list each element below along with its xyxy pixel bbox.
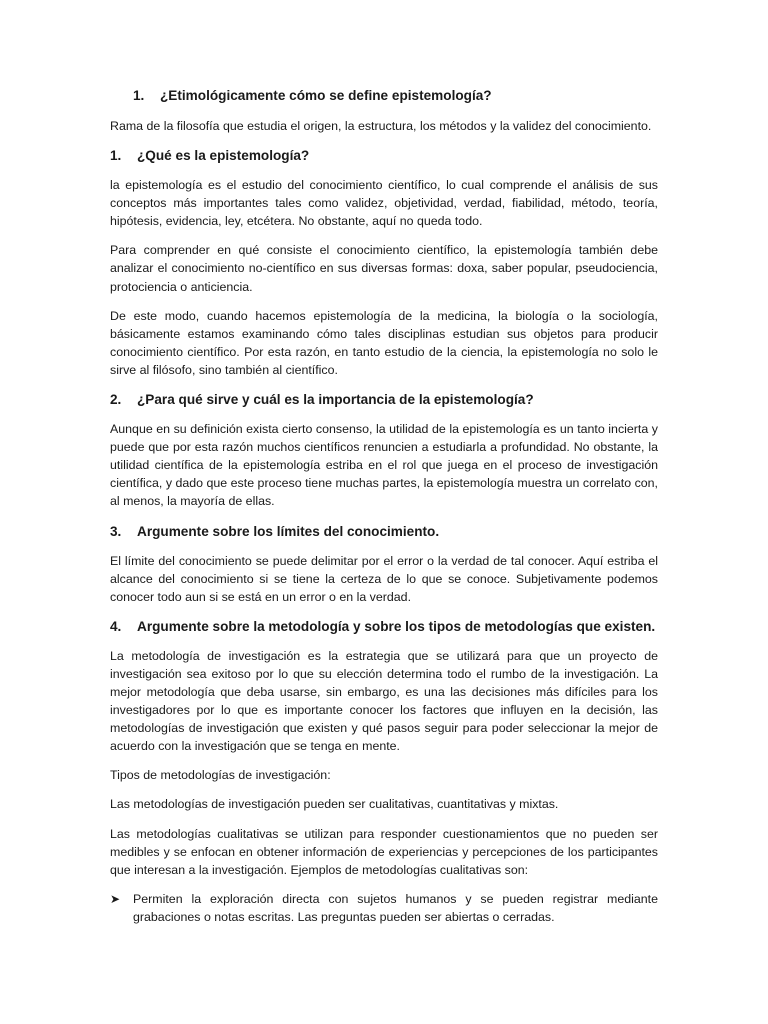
paragraph: Para comprender en qué consiste el conocimiento científico, la epistemología también debe analizar el conocimiento no-científico en sus diversas formas: doxa, saber popular, pseudociencia, protociencia o anticiencia. bbox=[110, 243, 658, 294]
section-number: 3. bbox=[110, 523, 122, 539]
section-number: 1. bbox=[110, 148, 122, 164]
section-heading bbox=[110, 617, 658, 636]
paragraph: la epistemología es el estudio del conocimiento científico, lo cual comprende el análisis de sus conceptos más importantes tales como validez, objetividad, verdad, fiabilidad, método, teoría, hipótesis, evidencia, ley, etcétera. No obstante, aquí no queda todo. bbox=[110, 178, 658, 229]
section-number: 1. bbox=[133, 88, 145, 103]
section-title: Argumente sobre la metodología y sobre los tipos de metodologías que existen. bbox=[137, 618, 656, 634]
section-number: 4. bbox=[110, 618, 122, 634]
section-heading bbox=[110, 146, 658, 165]
section-title: Argumente sobre los límites del conocimiento. bbox=[137, 523, 440, 539]
section-number: 2. bbox=[110, 392, 122, 408]
document-page bbox=[110, 86, 658, 926]
paragraph: Rama de la filosofía que estudia el origen, la estructura, los métodos y la validez del conocimiento. bbox=[110, 119, 652, 133]
paragraph: De este modo, cuando hacemos epistemología de la medicina, la biología o la sociología, básicamente estamos examinando cómo tales disciplinas estudian sus objetos para producir conocimiento científico. Por esta razón, en tanto estudio de la ciencia, la epistemología no solo le sirve al filósofo, sino también al científico. bbox=[110, 308, 658, 377]
bullet-item bbox=[110, 890, 658, 926]
bullet-text: Permiten la exploración directa con sujetos humanos y se pueden registrar mediante grabaciones o notas escritas. Las preguntas pueden ser abiertas o cerradas. bbox=[133, 891, 658, 924]
section-title: ¿Para qué sirve y cuál es la importancia de la epistemología? bbox=[137, 392, 534, 408]
section-heading bbox=[110, 522, 658, 541]
paragraph: Las metodologías de investigación pueden ser cualitativas, cuantitativas y mixtas. bbox=[110, 797, 559, 812]
section-title: ¿Qué es la epistemología? bbox=[137, 148, 310, 164]
section-title: ¿Etimológicamente cómo se define epistemología? bbox=[160, 88, 492, 103]
arrow-bullet-icon: ➤ bbox=[110, 891, 121, 906]
paragraph: Las metodologías cualitativas se utilizan para responder cuestionamientos que no pueden ser medibles y se enfocan en obtener información de experiencias y percepciones de los participantes que interesan a la investigación. Ejemplos de metodologías cualitativas son: bbox=[110, 826, 658, 877]
paragraph: Tipos de metodologías de investigación: bbox=[110, 768, 331, 783]
section-heading bbox=[133, 86, 658, 105]
paragraph: La metodología de investigación es la estrategia que se utilizará para que un proyecto de investigación sea exitoso por lo que su elección determina todo el rumbo de la investigación. La mejor metodología que deba usarse, sin embargo, es una las decisiones más difíciles para los investigadores por lo que es importante conocer los factores que influyen en la decisión, las metodologías de investigación que existen y qué pasos seguir para poder seleccionar la mejor de acuerdo con la investigación que se tenga en mente. bbox=[110, 648, 658, 754]
section-heading bbox=[110, 390, 658, 409]
paragraph: Aunque en su definición exista cierto consenso, la utilidad de la epistemología es un tanto incierta y puede que por esta razón muchos científicos renuncien a estudiarla a profundidad. No obstante, la utilidad científica de la epistemología estriba en el rol que juega en el proceso de investigación científica, y dado que este proceso tiene muchas partes, la epistemología muestra un correlato con, al menos, la mayoría de ellas. bbox=[110, 422, 658, 509]
paragraph: El límite del conocimiento se puede delimitar por el error o la verdad de tal conocer. Aquí estriba el alcance del conocimiento si se tiene la certeza de lo que se conoce. Subjetivamente podemos conocer todo aun si se está en un error o en la verdad. bbox=[110, 553, 658, 604]
